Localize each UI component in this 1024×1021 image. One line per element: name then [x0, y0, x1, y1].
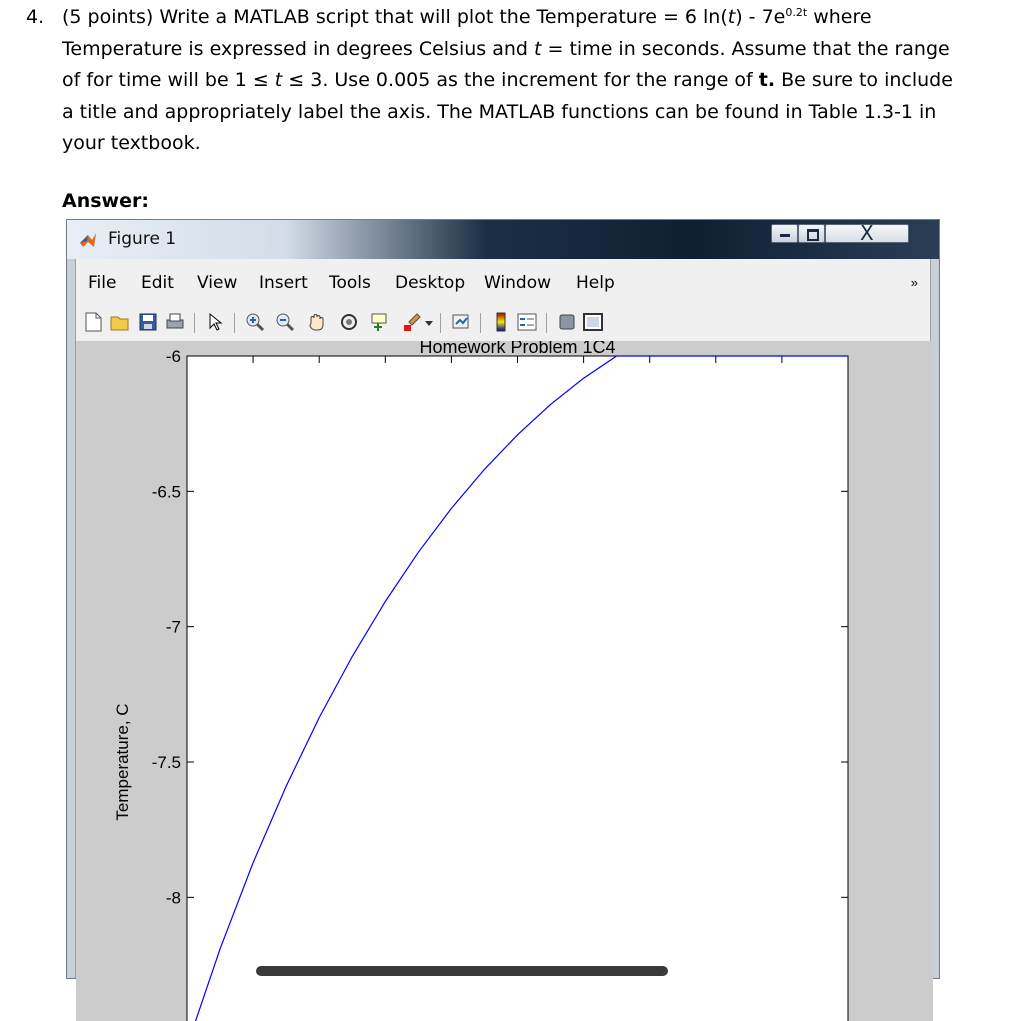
legend-icon[interactable] [516, 311, 538, 333]
question-body: (5 points) Write a MATLAB script that will plot the Temperature = 6 $\ln(t) - 7e^{0.2t}$ where Temperature is expressed in degrees Celsius and t = time in seconds. Assume that the range of for time will be 1 ≤ t ≤ 3. Use 0.005 as the increment for the range of t. Be sure to include a title and appropriately label the axis. The MATLAB functions can be found in Table 1.3-1 in your textbook. [62, 6, 953, 154]
new-figure-icon[interactable] [82, 311, 104, 333]
rotate-3d-icon[interactable] [338, 311, 360, 333]
minimize-button[interactable] [771, 224, 798, 243]
figure-window [66, 219, 940, 979]
data-cursor-icon[interactable] [369, 311, 391, 333]
pan-hand-icon[interactable] [306, 311, 328, 333]
menu-overflow-icon[interactable]: » [910, 275, 918, 290]
zoom-in-icon[interactable] [244, 311, 266, 333]
y-tick-label: -7.5 [151, 753, 181, 772]
maximize-button[interactable] [798, 224, 825, 243]
menu-insert[interactable]: Insert [259, 273, 308, 293]
y-tick-label: -7 [165, 617, 181, 637]
menu-view[interactable]: View [197, 273, 238, 293]
toolbar-separator [440, 313, 441, 333]
window-title: Figure 1 [108, 229, 177, 249]
link-plot-icon[interactable] [450, 311, 472, 333]
open-file-icon[interactable] [109, 311, 131, 333]
menu-desktop[interactable]: Desktop [395, 273, 466, 293]
menu-edit[interactable]: Edit [141, 273, 174, 293]
y-tick-label: -8 [165, 888, 181, 908]
colorbar-icon[interactable] [490, 311, 512, 333]
chart-title: Homework Problem 1C4 [419, 341, 616, 357]
toolbar-separator [546, 313, 547, 333]
menu-bar [76, 259, 930, 303]
figure-client-area [75, 259, 931, 978]
zoom-out-icon[interactable] [274, 311, 296, 333]
brush-icon[interactable] [401, 311, 423, 333]
toolbar-separator [480, 313, 481, 333]
menu-window[interactable]: Window [484, 273, 552, 293]
edit-plot-arrow-icon[interactable] [203, 311, 225, 333]
figure-toolbar [76, 303, 930, 342]
save-icon[interactable] [137, 311, 159, 333]
menu-help[interactable]: Help [576, 273, 615, 293]
y-tick-label: -6.5 [151, 482, 181, 502]
plot-canvas [76, 341, 933, 1021]
close-icon: X [860, 221, 874, 245]
question-number: 4. [26, 6, 45, 28]
matlab-logo-icon [79, 231, 97, 249]
answer-label: Answer: [62, 190, 149, 212]
menu-file[interactable]: File [88, 273, 117, 293]
horizontal-scrollbar[interactable] [256, 966, 668, 976]
show-plot-tools-icon[interactable] [582, 311, 604, 333]
brush-dropdown-icon[interactable] [423, 311, 435, 333]
toolbar-separator [194, 313, 195, 333]
title-bar[interactable] [67, 220, 939, 259]
axes[interactable] [152, 347, 853, 1021]
print-icon[interactable] [164, 311, 186, 333]
y-axis-label: Temperature, C [113, 703, 132, 821]
y-tick-label: -6 [165, 347, 181, 366]
close-button[interactable] [825, 221, 909, 245]
hide-plot-tools-icon[interactable] [556, 311, 578, 333]
toolbar-separator [234, 313, 235, 333]
menu-tools[interactable]: Tools [329, 273, 371, 293]
plot-area [187, 356, 848, 1021]
